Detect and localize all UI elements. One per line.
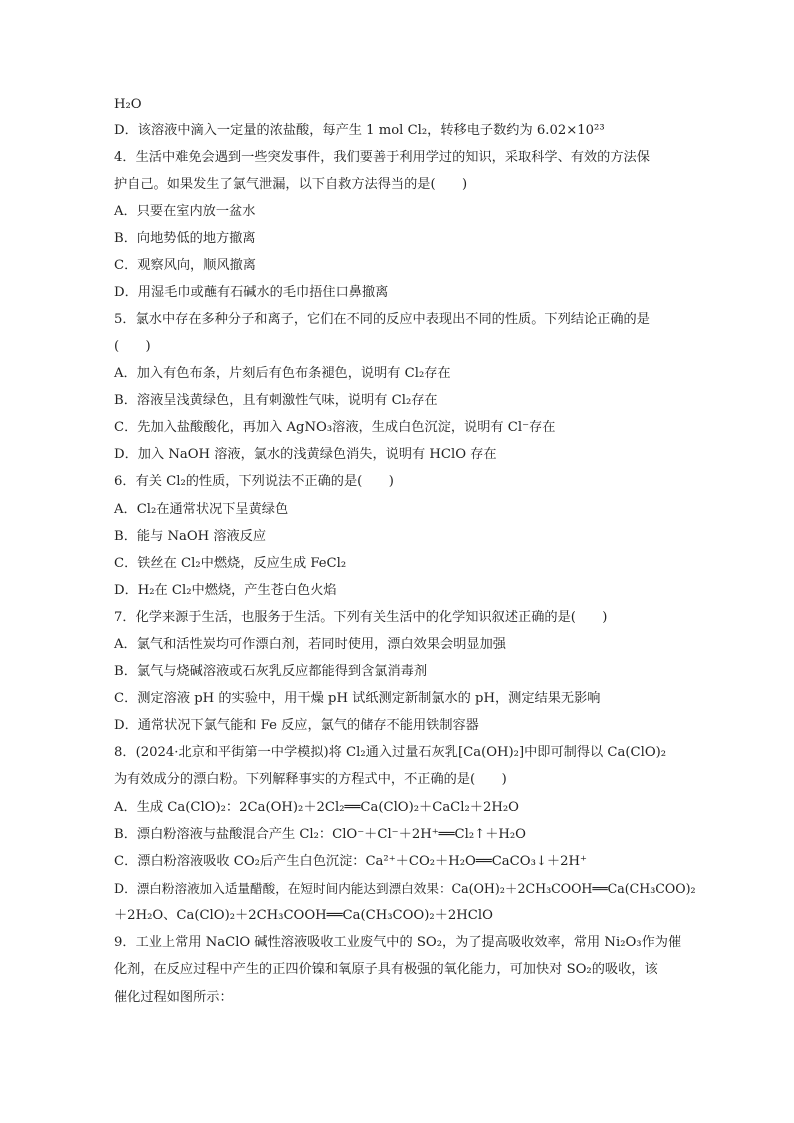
q6-option-c: C．铁丝在 Cl₂中燃烧，反应生成 FeCl₂ <box>114 556 347 571</box>
q7-option-a: A．氯气和活性炭均可作漂白剂，若同时使用，漂白效果会明显加强 <box>114 637 506 652</box>
q4-stem-line2: 护自己。如果发生了氯气泄漏，以下自救方法得当的是( ) <box>114 177 468 192</box>
q4-option-c: C．观察风向，顺风撤离 <box>114 258 256 273</box>
q6-option-a: A．Cl₂在通常状况下呈黄绿色 <box>114 502 289 517</box>
q3-option-d: D．该溶液中滴入一定量的浓盐酸，每产生 1 mol Cl₂，转移电子数约为 6.02×10²³ <box>114 123 605 138</box>
q4-stem-line1: 4．生活中难免会遇到一些突发事件，我们要善于利用学过的知识，采取科学、有效的方法保 <box>114 150 650 165</box>
q5-option-a: A．加入有色布条，片刻后有色布条褪色，说明有 Cl₂存在 <box>114 366 451 381</box>
q5-option-c: C．先加入盐酸酸化，再加入 AgNO₃溶液，生成白色沉淀，说明有 Cl⁻存在 <box>114 420 556 435</box>
q7-stem: 7．化学来源于生活，也服务于生活。下列有关生活中的化学知识叙述正确的是( ) <box>114 610 608 625</box>
q4-option-a: A．只要在室内放一盆水 <box>114 204 256 219</box>
q4-option-d: D．用湿毛巾或蘸有石碱水的毛巾捂住口鼻撤离 <box>114 285 389 300</box>
q5-stem-line2: ( ) <box>114 339 151 354</box>
q5-stem-line1: 5．氯水中存在多种分子和离子，它们在不同的反应中表现出不同的性质。下列结论正确的是 <box>114 312 650 327</box>
q8-option-b: B．漂白粉溶液与盐酸混合产生 Cl₂：ClO⁻＋Cl⁻＋2H⁺══Cl₂↑＋H₂O <box>114 827 526 842</box>
q9-stem-line3: 催化过程如图所示： <box>114 990 233 1005</box>
q8-option-c: C．漂白粉溶液吸收 CO₂后产生白色沉淀：Ca²⁺＋CO₂＋H₂O══CaCO₃↓＋2H⁺ <box>114 854 587 869</box>
q8-option-a: A．生成 Ca(ClO)₂：2Ca(OH)₂＋2Cl₂══Ca(ClO)₂＋CaCl₂＋2H₂O <box>114 800 519 815</box>
fragment-h2o: H₂O <box>114 97 142 112</box>
q5-option-b: B．溶液呈浅黄绿色，且有刺激性气味，说明有 Cl₂存在 <box>114 393 438 408</box>
q9-stem-line2: 化剂，在反应过程中产生的正四价镍和氧原子具有极强的氧化能力，可加快对 SO₂的吸收，该 <box>114 962 658 977</box>
q8-option-d-line2: ＋2H₂O、Ca(ClO)₂＋2CH₃COOH══Ca(CH₃COO)₂＋2HClO <box>114 908 493 923</box>
q8-stem-line2: 为有效成分的漂白粉。下列解释事实的方程式中，不正确的是( ) <box>114 772 507 787</box>
q4-option-b: B．向地势低的地方撤离 <box>114 231 256 246</box>
q8-stem-line1: 8．(2024·北京和平街第一中学模拟)将 Cl₂通入过量石灰乳[Ca(OH)₂]中即可制得以 Ca(ClO)₂ <box>114 745 667 760</box>
q9-stem-line1: 9．工业上常用 NaClO 碱性溶液吸收工业废气中的 SO₂，为了提高吸收效率，常用 Ni₂O₃作为催 <box>114 935 682 950</box>
q6-option-b: B．能与 NaOH 溶液反应 <box>114 529 267 544</box>
q7-option-c: C．测定溶液 pH 的实验中，用干燥 pH 试纸测定新制氯水的 pH，测定结果无影响 <box>114 691 601 706</box>
q6-stem: 6．有关 Cl₂的性质，下列说法不正确的是( ) <box>114 474 394 489</box>
q8-option-d-line1: D．漂白粉溶液加入适量醋酸，在短时间内能达到漂白效果：Ca(OH)₂＋2CH₃COOH══Ca(CH₃COO)₂ <box>114 881 696 896</box>
q5-option-d: D．加入 NaOH 溶液，氯水的浅黄绿色消失，说明有 HClO 存在 <box>114 447 497 462</box>
q7-option-d: D．通常状况下氯气能和 Fe 反应，氯气的储存不能用铁制容器 <box>114 718 479 733</box>
q7-option-b: B．氯气与烧碱溶液或石灰乳反应都能得到含氯消毒剂 <box>114 664 428 679</box>
q6-option-d: D．H₂在 Cl₂中燃烧，产生苍白色火焰 <box>114 583 337 598</box>
